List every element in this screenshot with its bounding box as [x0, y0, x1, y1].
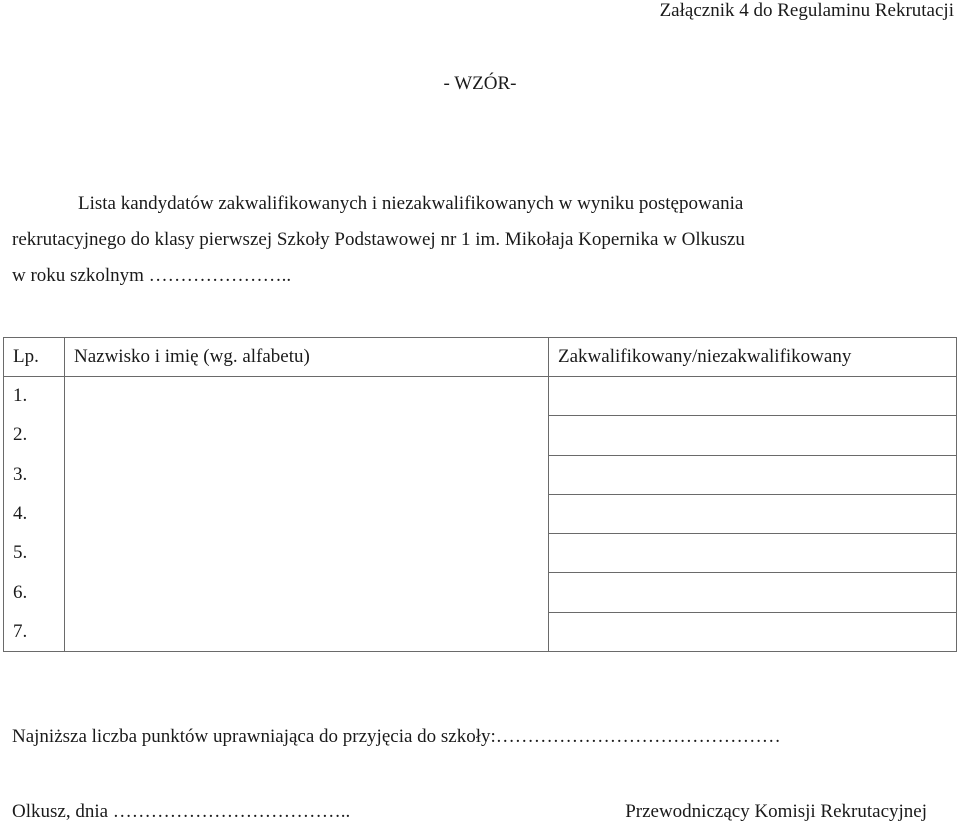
row-status — [549, 416, 957, 455]
row-status — [549, 573, 957, 612]
row-name — [65, 534, 549, 573]
row-lp: 1. — [4, 377, 65, 416]
row-name — [65, 416, 549, 455]
table-row — [4, 573, 957, 612]
row-status — [549, 612, 957, 651]
minimum-points-line: Najniższa liczba punktów uprawniająca do przyjęcia do szkoły:……………………………………… — [12, 726, 781, 747]
row-name — [65, 573, 549, 612]
table-row — [4, 612, 957, 651]
template-mark: - WZÓR- — [443, 73, 517, 94]
attachment-label: Załącznik 4 do Regulaminu Rekrutacji — [659, 0, 954, 21]
row-status — [549, 377, 957, 416]
place-date-line: Olkusz, dnia ……………………………….. — [12, 801, 351, 822]
candidates-table — [3, 337, 957, 652]
table-row — [4, 494, 957, 533]
row-lp: 3. — [4, 455, 65, 494]
header-name: Nazwisko i imię (wg. alfabetu) — [65, 338, 549, 377]
row-lp: 5. — [4, 534, 65, 573]
header-lp: Lp. — [4, 338, 65, 377]
row-status — [549, 534, 957, 573]
table-row — [4, 534, 957, 573]
row-lp: 2. — [4, 416, 65, 455]
row-status — [549, 455, 957, 494]
table-row — [4, 377, 957, 416]
row-name — [65, 494, 549, 533]
intro-line-1: Lista kandydatów zakwalifikowanych i niezakwalifikowanych w wyniku postępowania — [78, 193, 744, 214]
row-name — [65, 612, 549, 651]
intro-line-2: rekrutacyjnego do klasy pierwszej Szkoły Podstawowej nr 1 im. Mikołaja Kopernika w Olkuszu — [12, 229, 745, 250]
row-name — [65, 455, 549, 494]
table-row — [4, 455, 957, 494]
document-intro — [12, 186, 942, 294]
table-header-row — [4, 338, 957, 377]
signature-label: Przewodniczący Komisji Rekrutacyjnej — [625, 801, 927, 822]
row-lp: 6. — [4, 573, 65, 612]
row-lp: 7. — [4, 612, 65, 651]
table-row — [4, 416, 957, 455]
row-lp: 4. — [4, 494, 65, 533]
header-status: Zakwalifikowany/niezakwalifikowany — [549, 338, 957, 377]
row-status — [549, 494, 957, 533]
row-name — [65, 377, 549, 416]
intro-line-3: w roku szkolnym ………………….. — [12, 265, 292, 286]
